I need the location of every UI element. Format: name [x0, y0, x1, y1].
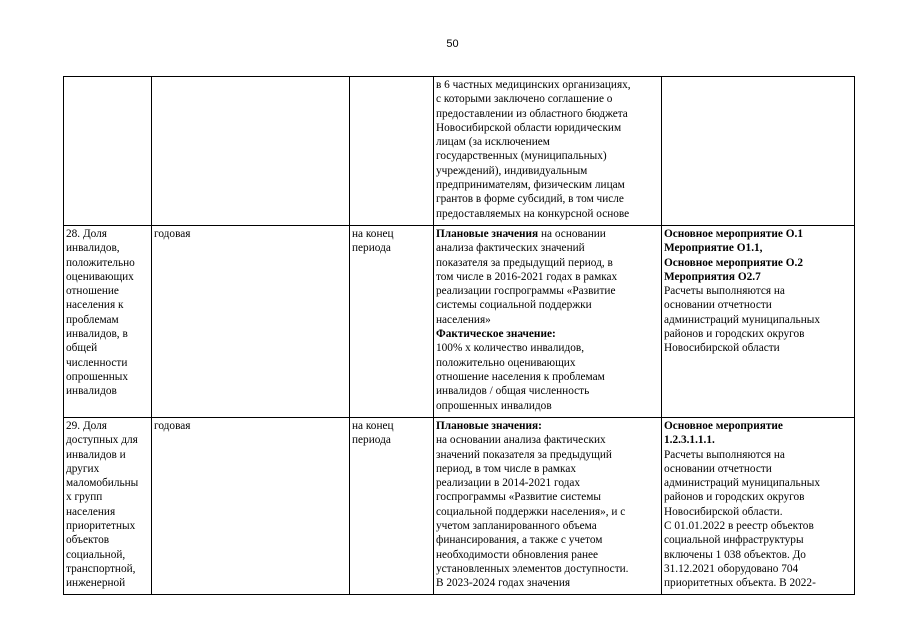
- cell-text: инженерной: [66, 577, 126, 590]
- source-cell: [662, 226, 855, 418]
- cell-line: [436, 313, 659, 327]
- cell-text: годовая: [154, 228, 191, 240]
- bold-text: Мероприятие О1.1,: [664, 242, 763, 255]
- cell-text: населения»: [436, 313, 491, 326]
- cell-line: [436, 284, 659, 298]
- cell-text: отношение населения к проблемам: [436, 370, 605, 383]
- cell-text: на конец: [352, 228, 394, 240]
- cell-text: реализации в 2014-2021 годах: [436, 477, 581, 490]
- cell-text: финансирования, а также с учетом: [436, 534, 603, 547]
- table-row: [64, 77, 855, 226]
- cell-line: [664, 490, 852, 504]
- cell-text: приоритетных объекта. В 2022-: [664, 577, 816, 590]
- bold-text: Основное мероприятие О.2: [664, 256, 803, 269]
- cell-text: положительно оценивающих: [436, 356, 576, 369]
- cell-text: на конец: [352, 420, 394, 432]
- cell-line: [664, 533, 852, 547]
- cell-line: [436, 270, 659, 284]
- cell-text: оценивающих: [66, 270, 134, 283]
- cell-text: численности: [66, 356, 128, 369]
- cell-line: [436, 135, 659, 149]
- cell-line: [436, 356, 659, 370]
- cell-text: транспортной,: [66, 562, 136, 575]
- cell-line: [352, 241, 431, 255]
- cell-line: [664, 419, 852, 433]
- cell-line: [436, 192, 659, 206]
- cell-text: районов и городских округов: [664, 328, 805, 341]
- method-cell: [434, 226, 662, 418]
- cell-line: [664, 562, 852, 576]
- cell-line: [436, 78, 659, 92]
- cell-line: [664, 576, 852, 590]
- cell-line: [436, 149, 659, 163]
- cell-text: инвалидов / общая численность: [436, 385, 590, 398]
- cell-line: [66, 341, 149, 355]
- table-row: [64, 226, 855, 418]
- bold-text: Плановые значения:: [436, 420, 542, 432]
- cell-text: проблемам: [66, 313, 119, 326]
- bold-text: Мероприятия О2.7: [664, 270, 761, 283]
- cell-line: [664, 298, 852, 312]
- cell-text: опрошенных: [66, 370, 129, 383]
- cell-text: анализа фактических значений: [436, 242, 585, 255]
- cell-line: [66, 433, 149, 447]
- cell-text: реализации госпрограммы «Развитие: [436, 285, 616, 298]
- cell-text: на основании: [538, 228, 606, 240]
- cell-line: [66, 241, 149, 255]
- cell-line: [66, 519, 149, 533]
- cell-line: [66, 370, 149, 384]
- cell-line: [664, 327, 852, 341]
- table-row: [64, 418, 855, 595]
- cell-text: периода: [352, 434, 391, 447]
- cell-text: показателя за предыдущий период, в: [436, 256, 613, 269]
- cell-text: маломобильны: [66, 477, 139, 490]
- cell-text: в 6 частных медицинских организациях,: [436, 79, 631, 91]
- cell-text: включены 1 038 объектов. До: [664, 548, 806, 561]
- cell-line: [66, 533, 149, 547]
- cell-line: [352, 433, 431, 447]
- cell-text: Расчеты выполняются на: [664, 285, 785, 298]
- cell-line: [66, 313, 149, 327]
- cell-line: [66, 298, 149, 312]
- cell-text: инвалидов,: [66, 242, 120, 255]
- frequency-cell: [152, 418, 350, 595]
- cell-text: предоставлении из областного бюджета: [436, 107, 628, 120]
- cell-text: учреждений), индивидуальным: [436, 164, 588, 177]
- cell-line: [664, 448, 852, 462]
- cell-text: инвалидов: [66, 385, 117, 398]
- cell-text: том числе в 2016-2021 годах в рамках: [436, 270, 618, 283]
- method-cell: [434, 77, 662, 226]
- cell-text: годовая: [154, 420, 191, 432]
- cell-line: [436, 341, 659, 355]
- cell-line: [436, 227, 659, 241]
- cell-line: [436, 519, 659, 533]
- timing-cell: [350, 226, 434, 418]
- cell-text: основании отчетности: [664, 299, 772, 312]
- cell-text: значений показателя за предыдущий: [436, 448, 612, 461]
- cell-line: [436, 548, 659, 562]
- cell-text: населения: [66, 505, 116, 518]
- cell-line: [664, 313, 852, 327]
- cell-line: [66, 548, 149, 562]
- cell-line: [436, 164, 659, 178]
- cell-line: [436, 576, 659, 590]
- cell-line: [66, 448, 149, 462]
- bold-text: 1.2.3.1.1.1.: [664, 434, 715, 447]
- cell-line: [66, 476, 149, 490]
- cell-line: [664, 476, 852, 490]
- cell-line: [436, 462, 659, 476]
- frequency-cell: [152, 77, 350, 226]
- cell-text: опрошенных инвалидов: [436, 399, 552, 412]
- cell-line: [66, 384, 149, 398]
- page-number: 50: [446, 38, 459, 50]
- cell-line: [436, 256, 659, 270]
- cell-text: В 2023-2024 годах значения: [436, 577, 571, 590]
- cell-line: [664, 270, 852, 284]
- bold-text: Плановые значения: [436, 228, 539, 240]
- source-cell: [662, 77, 855, 226]
- cell-text: Расчеты выполняются на: [664, 448, 785, 461]
- cell-text: администраций муниципальных: [664, 477, 820, 490]
- cell-text: необходимости обновления ранее: [436, 548, 599, 561]
- cell-text: С 01.01.2022 в реестр объектов: [664, 520, 814, 533]
- cell-line: [66, 270, 149, 284]
- cell-text: доступных для: [66, 434, 138, 447]
- cell-text: положительно: [66, 256, 135, 269]
- source-cell: [662, 418, 855, 595]
- timing-cell: [350, 77, 434, 226]
- cell-text: Новосибирской области.: [664, 505, 783, 518]
- cell-line: [436, 384, 659, 398]
- cell-line: [664, 341, 852, 355]
- cell-line: [664, 227, 852, 241]
- cell-line: [664, 505, 852, 519]
- cell-line: [436, 476, 659, 490]
- cell-text: социальной инфраструктуры: [664, 534, 804, 547]
- cell-line: [436, 298, 659, 312]
- indicator-table: [63, 76, 855, 595]
- cell-text: предпринимателям, физическим лицам: [436, 179, 625, 192]
- cell-text: х групп: [66, 491, 103, 504]
- indicator-name-cell: [64, 418, 152, 595]
- cell-line: [352, 419, 431, 433]
- cell-text: районов и городских округов: [664, 491, 805, 504]
- cell-line: [66, 462, 149, 476]
- cell-line: [436, 448, 659, 462]
- cell-line: [436, 327, 659, 341]
- cell-text: системы социальной поддержки: [436, 299, 592, 312]
- cell-line: [664, 548, 852, 562]
- cell-text: инвалидов, в: [66, 328, 128, 341]
- cell-text: социальной поддержки населения», и с: [436, 505, 626, 518]
- cell-text: 100% х количество инвалидов,: [436, 342, 585, 355]
- cell-text: инвалидов и: [66, 448, 126, 461]
- cell-line: [66, 256, 149, 270]
- cell-text: учетом запланированного объема: [436, 520, 597, 533]
- indicator-name-cell: [64, 226, 152, 418]
- cell-line: [66, 490, 149, 504]
- cell-text: общей: [66, 342, 98, 355]
- cell-text: администраций муниципальных: [664, 313, 820, 326]
- cell-text: лицам (за исключением: [436, 136, 550, 149]
- cell-text: период, в том числе в рамках: [436, 462, 576, 475]
- bold-text: Основное мероприятие: [664, 420, 783, 432]
- cell-line: [436, 241, 659, 255]
- cell-text: на основании анализа фактических: [436, 434, 606, 447]
- cell-line: [154, 419, 347, 433]
- cell-text: основании отчетности: [664, 462, 772, 475]
- cell-text: грантов в форме субсидий, в том числе: [436, 193, 624, 206]
- timing-cell: [350, 418, 434, 595]
- cell-text: населения к: [66, 299, 124, 312]
- cell-text: с которыми заключено соглашение о: [436, 93, 613, 106]
- cell-line: [664, 241, 852, 255]
- cell-text: других: [66, 462, 100, 475]
- cell-text: приоритетных: [66, 520, 136, 533]
- cell-line: [66, 227, 149, 241]
- cell-line: [66, 576, 149, 590]
- cell-line: [66, 327, 149, 341]
- cell-line: [66, 356, 149, 370]
- cell-line: [66, 505, 149, 519]
- method-cell: [434, 418, 662, 595]
- cell-text: 28. Доля: [66, 228, 107, 240]
- cell-line: [436, 207, 659, 221]
- cell-text: объектов: [66, 534, 110, 547]
- cell-line: [154, 227, 347, 241]
- cell-text: предоставляемых на конкурсной основе: [436, 207, 630, 220]
- indicator-name-cell: [64, 77, 152, 226]
- cell-text: социальной,: [66, 548, 126, 561]
- cell-line: [664, 462, 852, 476]
- cell-line: [436, 433, 659, 447]
- cell-line: [436, 92, 659, 106]
- cell-line: [664, 433, 852, 447]
- cell-text: 29. Доля: [66, 420, 107, 432]
- cell-line: [664, 284, 852, 298]
- cell-text: Новосибирской области: [664, 342, 780, 355]
- cell-text: установленных элементов доступности.: [436, 562, 629, 575]
- cell-line: [436, 107, 659, 121]
- cell-line: [436, 562, 659, 576]
- frequency-cell: [152, 226, 350, 418]
- cell-text: госпрограммы «Развитие системы: [436, 491, 602, 504]
- cell-line: [436, 399, 659, 413]
- cell-line: [436, 121, 659, 135]
- cell-text: Новосибирской области юридическим: [436, 121, 622, 134]
- cell-text: отношение: [66, 285, 119, 298]
- cell-line: [664, 256, 852, 270]
- cell-text: периода: [352, 242, 391, 255]
- cell-line: [664, 519, 852, 533]
- cell-line: [436, 505, 659, 519]
- cell-line: [66, 419, 149, 433]
- cell-line: [436, 370, 659, 384]
- cell-text: государственных (муниципальных): [436, 150, 607, 163]
- bold-text: Основное мероприятие О.1: [664, 228, 803, 240]
- bold-text: Фактическое значение:: [436, 328, 556, 341]
- cell-line: [436, 178, 659, 192]
- cell-line: [436, 533, 659, 547]
- cell-line: [436, 490, 659, 504]
- cell-line: [352, 227, 431, 241]
- cell-line: [66, 562, 149, 576]
- cell-text: 31.12.2021 оборудовано 704: [664, 562, 799, 575]
- cell-line: [66, 284, 149, 298]
- cell-line: [436, 419, 659, 433]
